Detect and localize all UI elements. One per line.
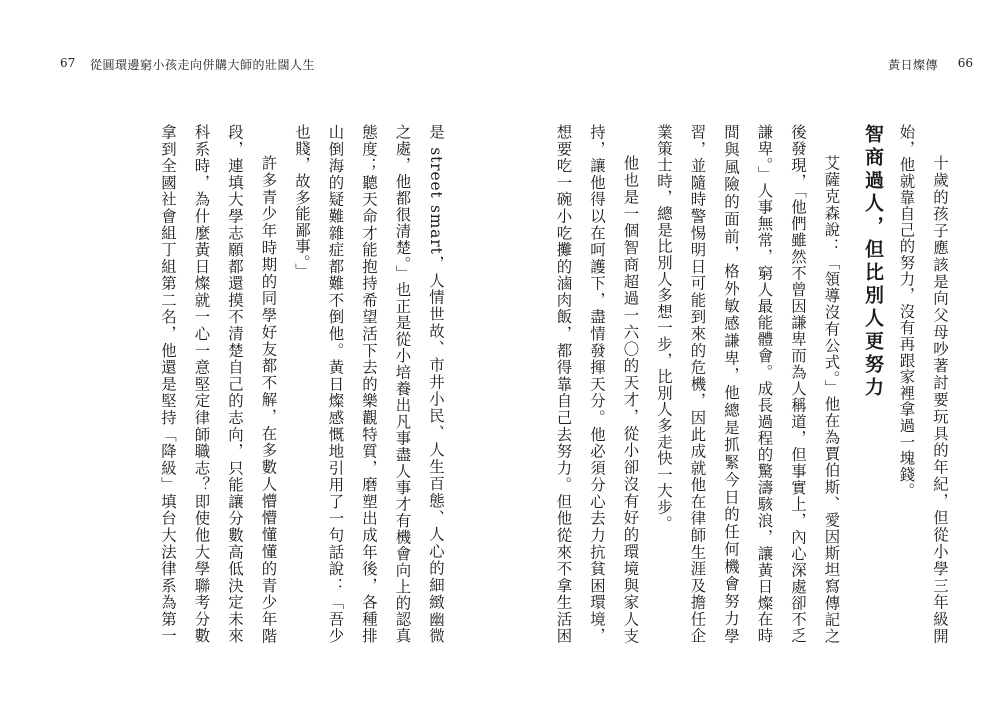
left-body-text bbox=[152, 124, 452, 644]
right-page-number: 66 bbox=[957, 56, 973, 70]
right-paragraph-2: 他也是一個智商超過一六〇的天才，從小卻沒有好的環境與家人支持，讓他得以在呵護下，盡情發揮天分。他必須分心去力抗貧困環境，想要吃一碗小吃攤的滷肉飯，都得靠自己去努力。但他從來不拿生活困 bbox=[554, 124, 640, 644]
right-running-title: 黃日燦傳 bbox=[887, 58, 938, 72]
right-body-text bbox=[546, 124, 956, 644]
right-page bbox=[500, 0, 1000, 709]
section-heading: 智商過人，但比別人更努力 bbox=[862, 124, 884, 400]
left-paragraph-1: 是 street smart，人情世故、市井小民、人生百態、人心的細緻幽微之處，他都很清楚。」也正是從小培養出凡事盡人事才有機會向上的認真態度；聽天命才能抱持希望活下去的樂觀特質，磨塑出成年後，各種排山倒海的疑難雜症都難不倒他。黃日燦感慨地引用了一句話說：「吾少也賤，故多能鄙事。」 bbox=[293, 124, 445, 644]
left-paragraph-2: 許多青少年時期的同學好友都不解，在多數人懵懵懂懂的青少年階段，連填大學志願都還摸不清楚自己的志向，只能讓分數高低決定未來科系時，為什麼黃日燦就一心一意堅定律師職志？即使他大學聯考分數拿到全國社會組丁組第二名，他還是堅持「降級」填台大法律系為第一 bbox=[159, 124, 278, 644]
left-page-number: 67 bbox=[60, 56, 76, 70]
left-running-title: 從圓環邊窮小孩走向併購大師的壯闊人生 bbox=[90, 58, 316, 72]
right-intro-paragraph: 十歲的孩子應該是向父母吵著討要玩具的年紀，但從小學三年級開始，他就靠自己的努力，沒有再跟家裡拿過一塊錢。 bbox=[897, 124, 949, 644]
right-paragraph-1: 艾薩克森說：「領導沒有公式。」他在為賈伯斯、愛因斯坦寫傳記之後發現，「他們雖然不曾因謙卑而為人稱道，但事實上，內心深處卻不乏謙卑。」人事無常，窮人最能體會。成長過程的驚濤駭浪，讓黃日燦在時間與風險的面前，格外敏感謙卑，他總是抓緊今日的任何機會努力學習，並隨時警惕明日可能到來的危機，因此成就他在律師生涯及擔任企業策士時，總是比別人多想一步，比別人多走快一大步。 bbox=[655, 124, 841, 644]
